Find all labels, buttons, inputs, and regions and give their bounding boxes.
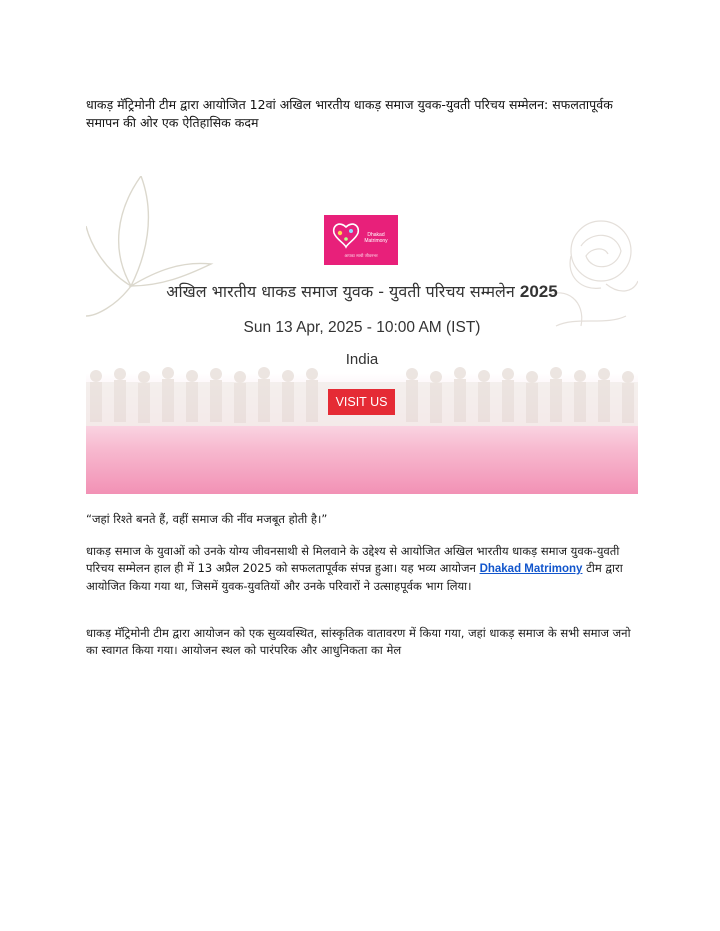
logo-brand-text: Dhakad Matrimony (364, 232, 388, 244)
dhakad-matrimony-link[interactable]: Dhakad Matrimony (479, 563, 583, 575)
rose-outline-icon (546, 221, 638, 326)
brand-logo[interactable] (324, 215, 398, 265)
logo-tagline: आपका साथी जीवनभर (344, 253, 378, 258)
banner-title-year: 2025 (519, 282, 558, 301)
event-location: India (345, 351, 379, 368)
paragraph-intro-end: टीम द्वारा आयोजित किया गया था, जिसमें युवक-युवतियों और उनके परिवारों ने उत्साहपूर्वक भाग लिया। (86, 561, 623, 593)
paragraph-arrangement: धाकड़ मॅट्रिमोनी टीम द्वारा आयोजन को एक सुव्यवस्थित, सांस्कृतिक वातावरण में किया गया, जहां धाकड़ समाज के सभी समाज जनो का स्वागत किया गया। आयोजन स्थल को पारंपरिक और आधुनिकता का मेल (86, 626, 631, 657)
event-date: Sun 13 Apr, 2025 - 10:00 AM (IST) (243, 319, 481, 336)
paragraph-intro (86, 543, 638, 595)
quote-text: “जहां रिश्ते बनते हैं, वहीं समाज की नींव मजबूत होती है।” (86, 512, 328, 526)
event-banner (86, 176, 638, 494)
paragraph-intro-start: धाकड़ समाज के युवाओं को उनके योग्य जीवनसाथी से मिलवाने के उद्देश्य से आयोजित अखिल भारतीय धाकड़ समाज युवक-युवती परिचय सम्मेलन हाल ही में 13 अप्रैल 2025 को सफलतापूर्वक संपन्न हुआ। यह भव्य आयोजन (86, 544, 620, 575)
banner-title (86, 280, 638, 302)
visit-us-button[interactable]: VISIT US (328, 389, 395, 415)
banner-title-text: अखिल भारतीय धाकड समाज युवक - युवती परिचय सम्मलेन (166, 282, 515, 301)
article-heading: धाकड़ मॅट्रिमोनी टीम द्वारा आयोजित 12वां अखिल भारतीय धाकड़ समाज युवक-युवती परिचय सम्मेलन: सफलतापूर्वक समापन की ओर एक ऐतिहासिक कदम (86, 97, 613, 130)
